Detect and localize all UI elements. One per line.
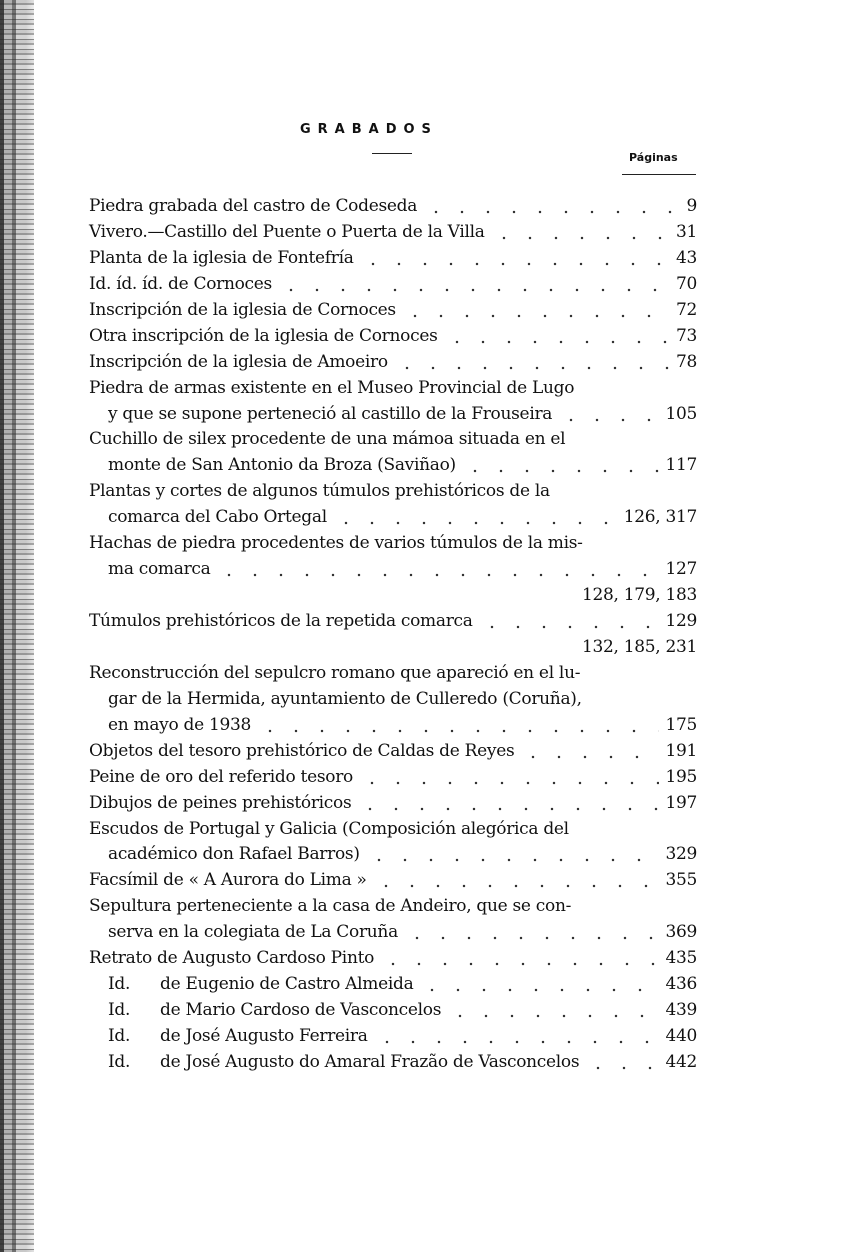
page-number: 442 <box>665 1051 697 1072</box>
index-line <box>89 920 697 946</box>
index-line <box>89 376 697 402</box>
entry-text: serva en la colegiata de La Coruña <box>108 922 398 943</box>
index-line <box>89 246 697 272</box>
index-line <box>89 1050 697 1076</box>
entry-text: Piedra de armas existente en el Museo Provincial de Lugo <box>89 377 575 398</box>
ditto-mark: Id. <box>108 974 131 995</box>
page-number: 128, 179, 183 <box>581 585 697 606</box>
page-title: GRABADOS <box>300 122 438 137</box>
entry-text: Sepultura perteneciente a la casa de Andeiro, que se con- <box>89 896 572 917</box>
index-line <box>89 713 697 739</box>
dot-leader <box>357 791 659 817</box>
dot-leader <box>402 298 670 324</box>
dot-leader <box>257 713 659 739</box>
page-number: 31 <box>675 221 697 242</box>
index-line <box>89 453 697 479</box>
page-number: 73 <box>675 325 697 346</box>
index-line <box>89 324 697 350</box>
page-number: 197 <box>665 792 697 813</box>
dot-leader <box>556 479 691 505</box>
page-number: 117 <box>665 455 697 476</box>
dot-leader <box>575 817 691 843</box>
entry-text: académico don Rafael Barros) <box>108 844 360 865</box>
index-line <box>89 609 697 635</box>
page-number: 195 <box>665 766 697 787</box>
dot-leader <box>479 609 660 635</box>
entry-text: Reconstrucción del sepulcro romano que apareció en el lu- <box>89 662 581 683</box>
page-number: 9 <box>686 196 697 216</box>
entry-text: Cuchillo de silex procedente de una mámoa situada en el <box>89 429 566 450</box>
dot-leader <box>333 505 618 531</box>
dot-leader <box>216 557 659 583</box>
page-number: 175 <box>665 714 697 735</box>
index-line <box>89 661 697 687</box>
page-number: 439 <box>665 1000 697 1021</box>
entry-text: y que se supone perteneció al castillo de la Frouseira <box>108 403 553 424</box>
page-number: 191 <box>665 740 697 761</box>
index-line <box>89 583 697 609</box>
dot-leader <box>423 194 680 220</box>
entry-text: Plantas y cortes de algunos túmulos prehistóricos de la <box>89 481 550 502</box>
entry-text: Piedra grabada del castro de Codeseda <box>89 196 418 216</box>
index-line <box>89 402 697 428</box>
page-number: 70 <box>675 273 697 294</box>
entry-text: en mayo de 1938 <box>108 714 252 735</box>
ditto-mark: Id. <box>108 1000 131 1021</box>
entry-text: comarca del Cabo Ortegal <box>108 507 327 528</box>
page-number: 126, 317 <box>623 507 697 528</box>
index-line <box>89 739 697 765</box>
dot-leader <box>447 998 659 1024</box>
pages-divider <box>622 174 696 175</box>
dot-leader <box>360 246 670 272</box>
dot-leader <box>520 739 659 765</box>
entry-text: gar de la Hermida, ayuntamiento de Culleredo (Coruña), <box>108 688 582 709</box>
page-number: 435 <box>665 948 697 969</box>
dot-leader <box>558 402 659 428</box>
page-number: 129 <box>665 611 697 631</box>
dot-leader <box>444 324 670 350</box>
index-line <box>89 1024 697 1050</box>
index-line <box>89 220 697 246</box>
page-number: 329 <box>665 844 697 865</box>
page-number: 127 <box>665 559 697 580</box>
entry-text: de Mario Cardoso de Vasconcelos <box>160 1000 442 1021</box>
dot-leader <box>95 583 576 609</box>
entry-text: monte de San Antonio da Broza (Saviñao) <box>108 455 456 476</box>
index-line <box>89 842 697 868</box>
index-line <box>89 272 697 298</box>
entry-text: de Eugenio de Castro Almeida <box>160 974 414 995</box>
entry-text: Vivero.—Castillo del Puente o Puerta de la Villa <box>89 221 485 242</box>
ditto-mark: Id. <box>108 1051 131 1072</box>
entry-text: Planta de la iglesia de Fontefría <box>89 247 354 268</box>
index-line <box>89 791 697 817</box>
entry-text: Objetos del tesoro prehistórico de Caldas de Reyes <box>89 740 515 761</box>
dot-leader <box>577 894 691 920</box>
entry-text: Dibujos de peines prehistóricos <box>89 792 352 813</box>
pages-column-label: Páginas <box>629 151 678 164</box>
dot-leader <box>278 272 670 298</box>
page-number: 132, 185, 231 <box>581 636 697 657</box>
dot-leader <box>380 946 659 972</box>
dot-leader <box>404 920 660 946</box>
page-number: 369 <box>665 922 697 943</box>
title-divider <box>372 153 412 154</box>
dot-leader <box>571 427 691 453</box>
page-number: 355 <box>665 870 697 891</box>
entry-text: Escudos de Portugal y Galicia (Composición alegórica del <box>89 818 569 839</box>
index-line <box>89 817 697 843</box>
index-line <box>89 998 697 1024</box>
dot-leader <box>586 661 691 687</box>
dot-leader <box>374 1024 660 1050</box>
dot-leader <box>585 1050 659 1076</box>
index-line <box>89 505 697 531</box>
index-line <box>89 427 697 453</box>
index-line <box>89 479 697 505</box>
dot-leader <box>373 868 660 894</box>
index-line <box>89 972 697 998</box>
index-line <box>89 946 697 972</box>
ditto-mark: Id. <box>108 1026 131 1046</box>
dot-leader <box>95 635 576 661</box>
index-line <box>89 350 697 376</box>
page-number: 105 <box>665 403 697 424</box>
entry-text: Otra inscripción de la iglesia de Cornoces <box>89 325 438 346</box>
entry-text: Retrato de Augusto Cardoso Pinto <box>89 948 375 969</box>
scan-binding-edge <box>0 0 34 1252</box>
entry-text: Hachas de piedra procedentes de varios túmulos de la mis- <box>89 533 583 554</box>
dot-leader <box>366 842 660 868</box>
page-number: 72 <box>675 299 697 320</box>
index-line <box>89 687 697 713</box>
entry-text: de José Augusto do Amaral Frazão de Vasconcelos <box>160 1051 580 1072</box>
page-number: 78 <box>675 351 697 372</box>
dot-leader <box>462 453 660 479</box>
dot-leader <box>588 687 691 713</box>
page-number: 43 <box>675 247 697 268</box>
entry-text: Inscripción de la iglesia de Amoeiro <box>89 351 388 372</box>
dot-leader <box>419 972 659 998</box>
entry-text: ma comarca <box>108 559 211 580</box>
index-line <box>89 765 697 791</box>
page-number: 436 <box>665 974 697 995</box>
index-line <box>89 868 697 894</box>
index-line <box>89 194 697 220</box>
index-line <box>89 635 697 661</box>
entry-text: Peine de oro del referido tesoro <box>89 766 353 787</box>
dot-leader <box>359 765 659 791</box>
entry-text: Túmulos prehistóricos de la repetida comarca <box>89 611 473 631</box>
entry-text: de José Augusto Ferreira <box>160 1026 368 1046</box>
entry-text: Inscripción de la iglesia de Cornoces <box>89 299 396 320</box>
dot-leader <box>580 376 691 402</box>
dot-leader <box>491 220 670 246</box>
entry-text: Id. íd. íd. de Cornoces <box>89 273 272 294</box>
page-number: 440 <box>665 1026 697 1046</box>
entry-text: Facsímil de « A Aurora do Lima » <box>89 870 367 891</box>
index-line <box>89 557 697 583</box>
index-line <box>89 531 697 557</box>
index-line <box>89 298 697 324</box>
index-line <box>89 894 697 920</box>
illustrations-index <box>89 194 697 1076</box>
dot-leader <box>394 350 670 376</box>
dot-leader <box>589 531 691 557</box>
